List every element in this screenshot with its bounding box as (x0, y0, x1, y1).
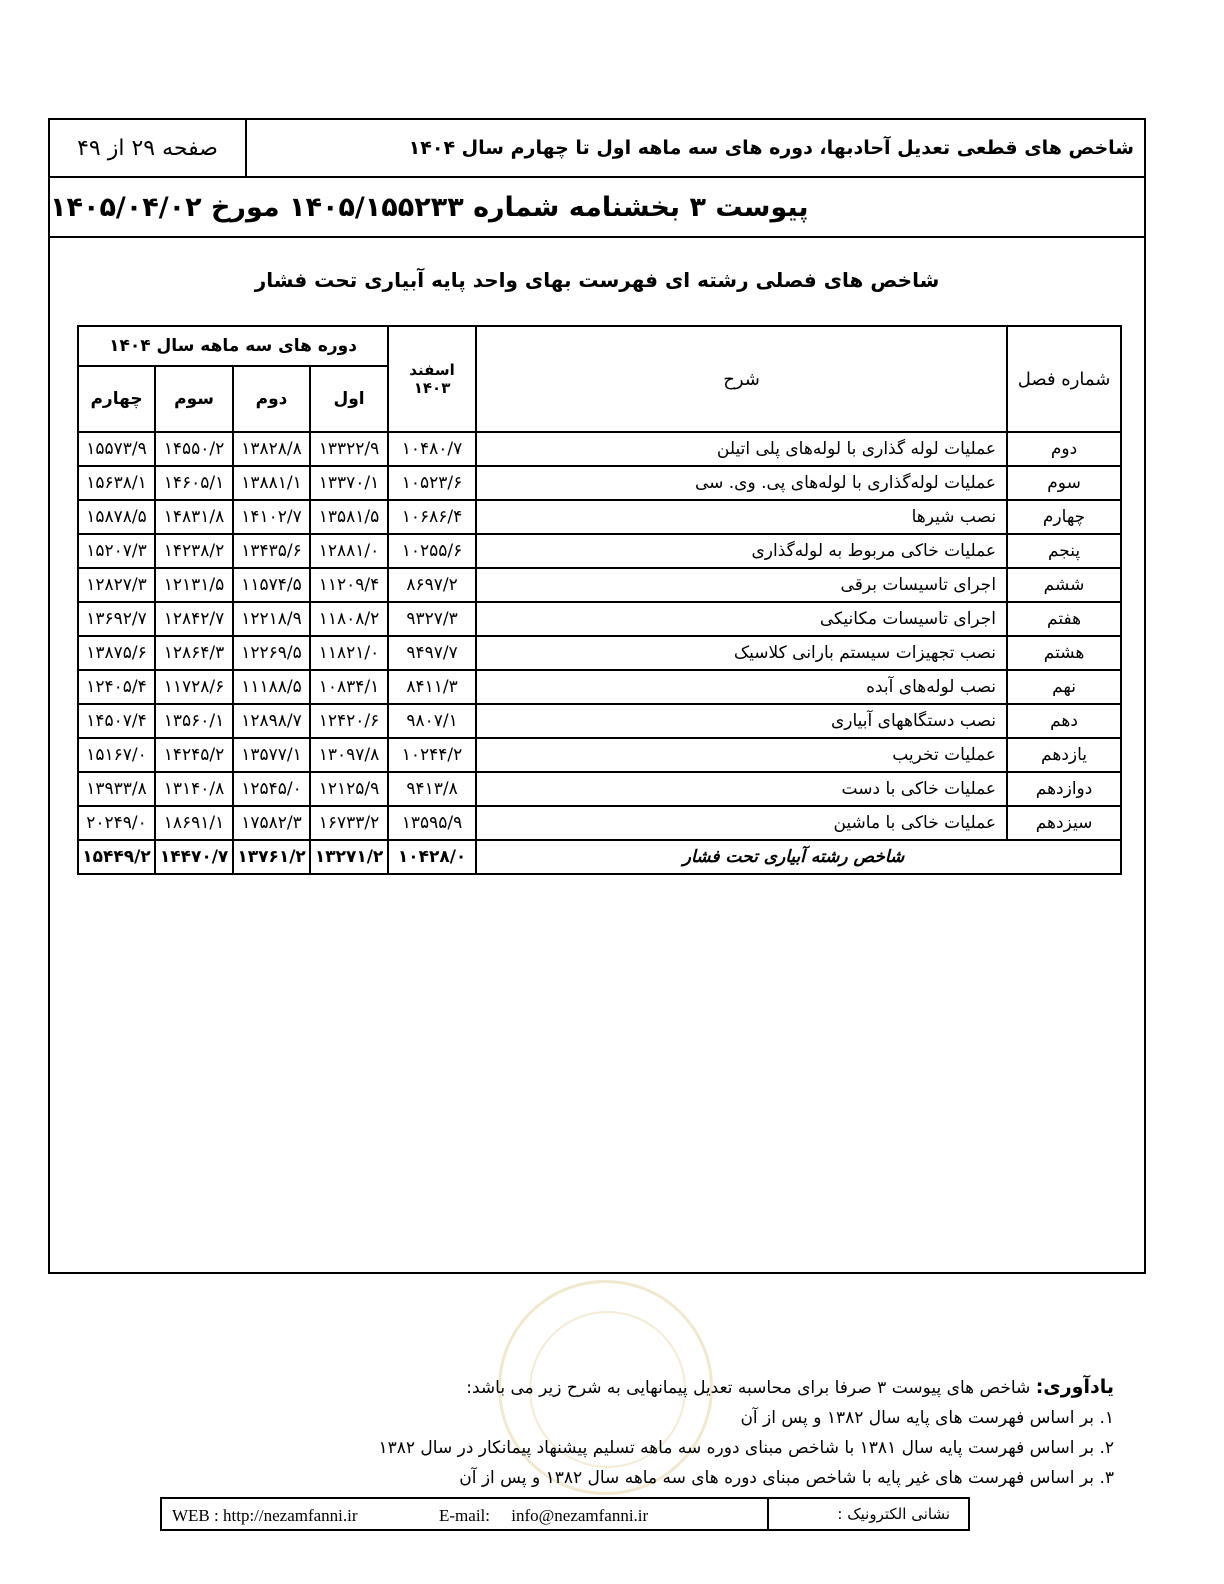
cell-q3: ۱۲۸۶۴/۳ (155, 636, 233, 670)
cell-q2: ۱۳۵۷۷/۱ (233, 738, 310, 772)
cell-chapter: دوازدهم (1007, 772, 1121, 806)
cell-chapter: سوم (1007, 466, 1121, 500)
reminder-item: ۱. بر اساس فهرست های پایه سال ۱۳۸۲ و پس از آن (740, 1408, 1114, 1428)
cell-q3: ۱۴۵۵۰/۲ (155, 432, 233, 466)
table-row (78, 772, 1121, 806)
cell-q4: ۲۰۲۴۹/۰ (78, 806, 155, 840)
cell-chapter: یازدهم (1007, 738, 1121, 772)
col-header-q2: دوم (233, 366, 310, 432)
cell-description: عملیات لوله گذاری با لوله‌های پلی اتیلن (476, 432, 1007, 466)
cell-q2: ۱۳۸۲۸/۸ (233, 432, 310, 466)
total-esfand: ۱۰۴۲۸/۰ (388, 840, 476, 874)
cell-esfand: ۱۰۲۴۴/۲ (388, 738, 476, 772)
cell-q1: ۱۶۷۳۳/۲ (310, 806, 388, 840)
cell-q4: ۱۳۶۹۲/۷ (78, 602, 155, 636)
cell-esfand: ۸۶۹۷/۲ (388, 568, 476, 602)
cell-q1: ۱۱۲۰۹/۴ (310, 568, 388, 602)
reminder-note (379, 1372, 1115, 1493)
cell-q4: ۱۵۶۳۸/۱ (78, 466, 155, 500)
footer-label: نشانی الکترونیک : (767, 1499, 968, 1529)
cell-description: نصب شیرها (476, 500, 1007, 534)
cell-q1: ۱۳۳۲۲/۹ (310, 432, 388, 466)
cell-description: نصب لوله‌های آبده (476, 670, 1007, 704)
table-row (78, 806, 1121, 840)
reminder-heading: یادآوری: (1035, 1376, 1114, 1398)
table-row (78, 534, 1121, 568)
cell-q3: ۱۱۷۲۸/۶ (155, 670, 233, 704)
index-table (77, 325, 1122, 875)
cell-q3: ۱۴۲۴۵/۲ (155, 738, 233, 772)
table-body (78, 432, 1121, 874)
total-row (78, 840, 1121, 874)
cell-description: اجرای تاسیسات برقی (476, 568, 1007, 602)
cell-description: عملیات خاکی با دست (476, 772, 1007, 806)
table-row (78, 738, 1121, 772)
cell-esfand: ۹۳۲۷/۳ (388, 602, 476, 636)
cell-description: عملیات لوله‌گذاری با لوله‌های پی. وی. سی (476, 466, 1007, 500)
cell-q2: ۱۷۵۸۲/۳ (233, 806, 310, 840)
total-label: شاخص رشته آبیاری تحت فشار (476, 840, 1121, 874)
table-row (78, 602, 1121, 636)
cell-chapter: ششم (1007, 568, 1121, 602)
cell-description: عملیات تخریب (476, 738, 1007, 772)
cell-esfand: ۸۴۱۱/۳ (388, 670, 476, 704)
cell-chapter: پنجم (1007, 534, 1121, 568)
col-header-q1: اول (310, 366, 388, 432)
cell-esfand: ۹۸۰۷/۱ (388, 704, 476, 738)
cell-q3: ۱۴۲۳۸/۲ (155, 534, 233, 568)
cell-q4: ۱۵۲۰۷/۳ (78, 534, 155, 568)
total-q2: ۱۳۷۶۱/۲ (233, 840, 310, 874)
cell-chapter: دهم (1007, 704, 1121, 738)
cell-chapter: سیزدهم (1007, 806, 1121, 840)
cell-description: نصب تجهیزات سیستم بارانی کلاسیک (476, 636, 1007, 670)
reminder-heading-line (379, 1372, 1115, 1403)
table-row (78, 568, 1121, 602)
cell-esfand: ۱۰۵۲۳/۶ (388, 466, 476, 500)
cell-q1: ۱۲۱۲۵/۹ (310, 772, 388, 806)
table-row (78, 432, 1121, 466)
cell-description: اجرای تاسیسات مکانیکی (476, 602, 1007, 636)
table-row (78, 636, 1121, 670)
reminder-intro: شاخص های پیوست ۳ صرفا برای محاسبه تعدیل پیمانهایی به شرح زیر می باشد: (466, 1378, 1036, 1398)
cell-chapter: دوم (1007, 432, 1121, 466)
total-q1: ۱۳۲۷۱/۲ (310, 840, 388, 874)
col-header-description: شرح (476, 326, 1007, 432)
cell-esfand: ۱۰۲۵۵/۶ (388, 534, 476, 568)
cell-q1: ۱۲۸۸۱/۰ (310, 534, 388, 568)
table-row (78, 704, 1121, 738)
cell-q3: ۱۴۶۰۵/۱ (155, 466, 233, 500)
col-header-chapter: شماره فصل (1007, 326, 1121, 432)
cell-description: عملیات خاکی مربوط به لوله‌گذاری (476, 534, 1007, 568)
cell-chapter: چهارم (1007, 500, 1121, 534)
cell-q4: ۱۲۸۲۷/۳ (78, 568, 155, 602)
total-q3: ۱۴۴۷۰/۷ (155, 840, 233, 874)
cell-q2: ۱۱۵۷۴/۵ (233, 568, 310, 602)
cell-esfand: ۱۰۶۸۶/۴ (388, 500, 476, 534)
page-frame (48, 118, 1146, 1274)
col-header-esfand: اسفند ۱۴۰۳ (388, 326, 476, 432)
table-row (78, 466, 1121, 500)
cell-q3: ۱۳۵۶۰/۱ (155, 704, 233, 738)
document-title: شاخص های قطعی تعدیل آحادبها، دوره های سه ماهه اول تا چهارم سال ۱۴۰۴ (408, 137, 1134, 159)
cell-q2: ۱۴۱۰۲/۷ (233, 500, 310, 534)
cell-q3: ۱۲۱۳۱/۵ (155, 568, 233, 602)
table-row (78, 670, 1121, 704)
cell-q1: ۱۰۸۳۴/۱ (310, 670, 388, 704)
footer-web-link[interactable]: WEB : http://nezamfanni.ir (172, 1506, 358, 1525)
cell-q4: ۱۴۵۰۷/۴ (78, 704, 155, 738)
footer-box (160, 1497, 970, 1531)
reminder-item: ۳. بر اساس فهرست های غیر پایه با شاخص مبنای دوره های سه ماهه سال ۱۳۸۲ و پس از آن (459, 1468, 1114, 1488)
total-q4: ۱۵۴۴۹/۲ (78, 840, 155, 874)
cell-q2: ۱۳۸۸۱/۱ (233, 466, 310, 500)
cell-esfand: ۹۴۹۷/۷ (388, 636, 476, 670)
cell-q3: ۱۳۱۴۰/۸ (155, 772, 233, 806)
col-header-q4: چهارم (78, 366, 155, 432)
cell-q1: ۱۳۵۸۱/۵ (310, 500, 388, 534)
cell-esfand: ۹۴۱۳/۸ (388, 772, 476, 806)
table-title: شاخص های فصلی رشته ای فهرست بهای واحد پایه آبیاری تحت فشار (254, 268, 940, 292)
circular-title: پیوست ۳ بخشنامه شماره ۱۴۰۵/۱۵۵۲۳۳ مورخ ۱۴۰۵/۰۴/۰۲ (50, 191, 809, 223)
cell-q1: ۱۳۳۷۰/۱ (310, 466, 388, 500)
cell-q4: ۱۵۱۶۷/۰ (78, 738, 155, 772)
cell-esfand: ۱۳۵۹۵/۹ (388, 806, 476, 840)
cell-chapter: نهم (1007, 670, 1121, 704)
cell-q2: ۱۳۴۳۵/۶ (233, 534, 310, 568)
cell-esfand: ۱۰۴۸۰/۷ (388, 432, 476, 466)
cell-q2: ۱۲۲۶۹/۵ (233, 636, 310, 670)
cell-q1: ۱۲۴۲۰/۶ (310, 704, 388, 738)
col-header-group: دوره های سه ماهه سال ۱۴۰۴ (78, 326, 388, 366)
circular-title-row (50, 178, 1144, 238)
cell-q2: ۱۲۸۹۸/۷ (233, 704, 310, 738)
cell-q4: ۱۳۹۳۳/۸ (78, 772, 155, 806)
table-row (78, 500, 1121, 534)
cell-q4: ۱۵۵۷۳/۹ (78, 432, 155, 466)
cell-q1: ۱۳۰۹۷/۸ (310, 738, 388, 772)
cell-q3: ۱۸۶۹۱/۱ (155, 806, 233, 840)
cell-q3: ۱۴۸۳۱/۸ (155, 500, 233, 534)
cell-q2: ۱۱۱۸۸/۵ (233, 670, 310, 704)
cell-description: نصب دستگاههای آبیاری (476, 704, 1007, 738)
cell-description: عملیات خاکی با ماشین (476, 806, 1007, 840)
cell-q4: ۱۲۴۰۵/۴ (78, 670, 155, 704)
cell-q4: ۱۳۸۷۵/۶ (78, 636, 155, 670)
reminder-item: ۲. بر اساس فهرست پایه سال ۱۳۸۱ با شاخص مبنای دوره سه ماهه تسلیم پیشنهاد پیمانکار در سال ۱۳۸۲ (378, 1438, 1114, 1458)
cell-q3: ۱۲۸۴۲/۷ (155, 602, 233, 636)
cell-q1: ۱۱۸۰۸/۲ (310, 602, 388, 636)
cell-q1: ۱۱۸۲۱/۰ (310, 636, 388, 670)
header-row (50, 120, 1144, 178)
cell-chapter: هفتم (1007, 602, 1121, 636)
col-header-q3: سوم (155, 366, 233, 432)
cell-q2: ۱۲۲۱۸/۹ (233, 602, 310, 636)
cell-q2: ۱۲۵۴۵/۰ (233, 772, 310, 806)
cell-q4: ۱۵۸۷۸/۵ (78, 500, 155, 534)
footer-email-link[interactable]: E-mail: info@nezamfanni.ir (439, 1506, 649, 1525)
page-number: صفحه ۲۹ از ۴۹ (50, 120, 247, 176)
cell-chapter: هشتم (1007, 636, 1121, 670)
